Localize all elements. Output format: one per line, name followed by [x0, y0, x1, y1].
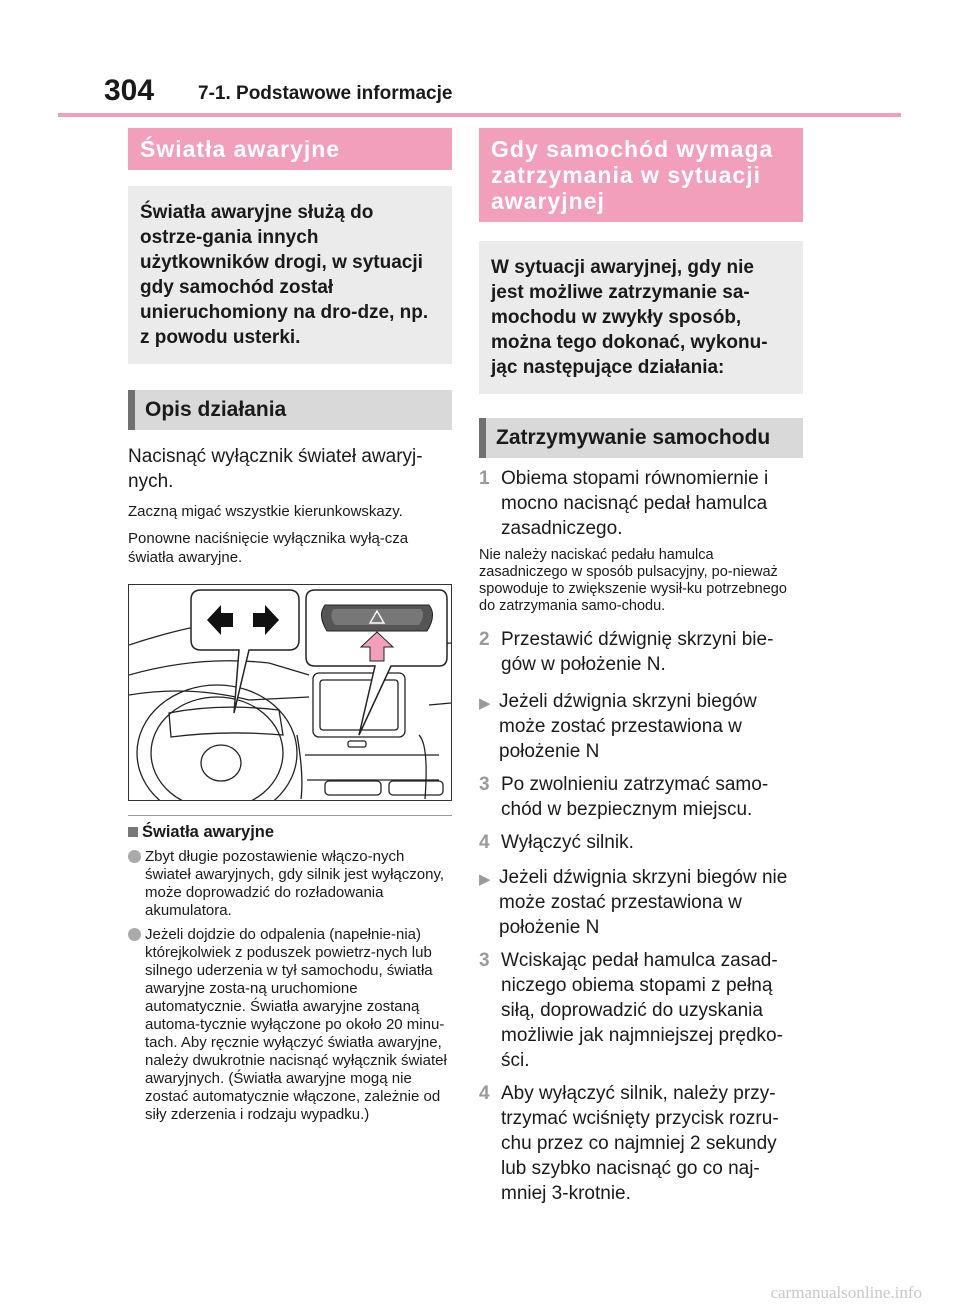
header-rule — [58, 113, 901, 117]
step-number: 3 — [479, 774, 490, 795]
note-bullet-text: Zbyt długie pozostawienie włączo-nych świateł awaryjnych, gdy silnik jest wyłączony, może doprowadzić do rozładowania akumulatora. — [145, 848, 444, 919]
step-text: Wyłączyć silnik. — [501, 832, 634, 853]
step-number: 4 — [479, 832, 490, 853]
emergency-stop-heading: Gdy samochód wymaga zatrzymania w sytuacji awaryjnej — [479, 128, 803, 222]
operation-subheading: Opis działania — [128, 390, 452, 430]
step-b3 — [479, 948, 803, 1073]
hazard-lights-intro: Światła awaryjne służą do ostrze-gania innych użytkowników drogi, w sytuacji gdy samochód został unieruchomiony na dro-dze, np. z powodu usterki. — [128, 186, 452, 364]
note-bullet — [128, 926, 452, 1124]
watermark: carmanualsonline.info — [770, 1283, 922, 1302]
section-title: 7-1. Podstawowe informacje — [198, 83, 453, 104]
step-number: 4 — [479, 1083, 490, 1104]
left-column — [128, 128, 452, 1124]
triangle-right-icon: ▶ — [479, 871, 491, 888]
case-text: Jeżeli dźwignia skrzyni biegów może zostać przestawiona w położenie N — [499, 691, 757, 762]
bullet-dot-icon — [128, 928, 141, 941]
switch-off-note: Ponowne naciśnięcie wyłącznika wyłą-cza światła awaryjne. — [128, 530, 409, 566]
case-cannot-shift — [479, 865, 803, 940]
step-text: Przestawić dźwignię skrzyni bie-gów w położenie N. — [501, 629, 774, 675]
step-1 — [479, 466, 803, 541]
step-number: 3 — [479, 950, 490, 971]
right-column — [479, 128, 803, 1206]
step-2 — [479, 627, 803, 677]
instruction-text: Nacisnąć wyłącznik świateł awaryj-nych. — [128, 446, 423, 492]
step-text: Po zwolnieniu zatrzymać samo-chód w bezpiecznym miejscu. — [501, 774, 769, 820]
bullet-dot-icon — [128, 850, 141, 863]
case-text: Jeżeli dźwignia skrzyni biegów nie może zostać przestawiona w położenie N — [499, 867, 788, 938]
note-bullet-text: Jeżeli dojdzie do odpalenia (napełnie-nia) którejkolwiek z poduszek powietrz-nych lub silnego uderzenia w tył samochodu, światła awaryjne zosta-ną uruchomione automatycznie. Światła awaryjne zostaną automa-tycznie wyłączone po około 20 minu-tach. Aby ręcznie wyłączyć światła awaryjne, należy dwukrotnie nacisnąć wyłącznik świateł awaryjnych. (Światła awaryjne mogą nie zostać automatycznie włączone, zależnie od siły zderzenia i rodzaju wypadku.) — [145, 926, 447, 1123]
stopping-subheading: Zatrzymywanie samochodu — [479, 418, 803, 458]
dashboard-drawing — [129, 585, 451, 800]
dashboard-illustration — [128, 584, 452, 801]
square-bullet-icon — [128, 827, 138, 837]
result-text: Zaczną migać wszystkie kierunkowskazy. — [128, 503, 403, 520]
page-number: 304 — [104, 74, 155, 107]
step-text: Wciskając pedał hamulca zasad-niczego obiema stopami z pełną siłą, doprowadzić do uzyskania możliwie jak najmniejszej prędko-ści. — [501, 950, 783, 1071]
triangle-right-icon: ▶ — [479, 695, 491, 712]
case-can-shift — [479, 689, 803, 764]
step-a3 — [479, 772, 803, 822]
step-text: Aby wyłączyć silnik, należy przy-trzymać wciśnięty przycisk rozru-chu przez co najmniej 2 sekundy lub szybko nacisnąć go co naj-mniej 3-krotnie. — [501, 1083, 779, 1204]
note-bullet — [128, 848, 452, 920]
notes-title-text: Światła awaryjne — [142, 823, 275, 841]
step-number: 2 — [479, 629, 490, 650]
notes-title — [128, 822, 452, 842]
step-b4 — [479, 1081, 803, 1206]
emergency-stop-intro: W sytuacji awaryjnej, gdy nie jest możliwe zatrzymanie sa-mochodu w zwykły sposób, można tego dokonać, wykonu-jąc następujące działania: — [479, 241, 803, 394]
step-a4 — [479, 830, 803, 855]
step-text: Obiema stopami równomiernie i mocno nacisnąć pedał hamulca zasadniczego. — [501, 468, 769, 539]
hazard-lights-heading: Światła awaryjne — [128, 128, 452, 170]
step-1-note: Nie należy naciskać pedału hamulca zasadniczego w sposób pulsacyjny, po-nieważ spowoduje to zwiększenie wysił-ku potrzebnego do zatrzymania samo-chodu. — [479, 547, 787, 614]
step-number: 1 — [479, 468, 490, 489]
